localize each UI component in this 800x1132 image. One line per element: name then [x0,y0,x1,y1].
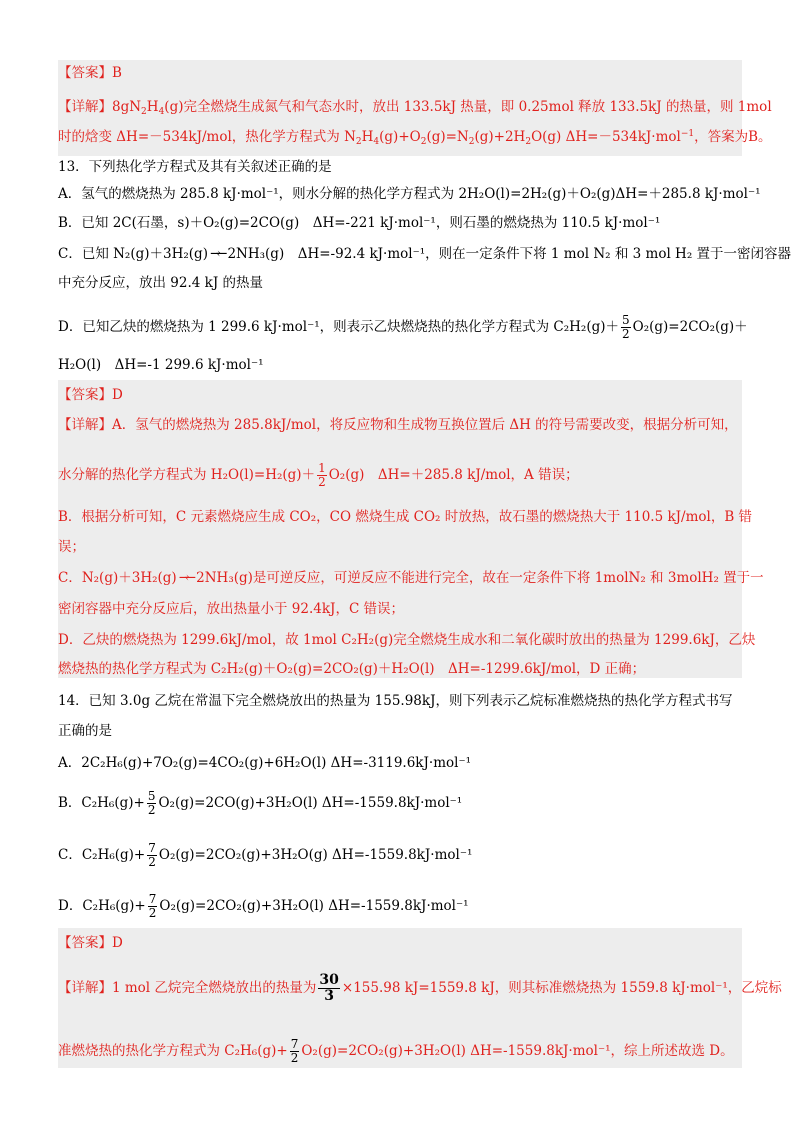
q13-detail-2 [58,462,750,489]
numerator: 5 [147,789,156,803]
q12-detail-line2: 时的焓变 ΔH=－534kJ/mol，热化学方程式为 $N_2H_4(g)+O_2(g)=N_2(g)+2H_2O(g)$ ΔH=－534kJ·mol$^{-1}$，答案为B。 [58,129,772,147]
fraction-seven-halves [147,842,157,869]
denominator: 2 [318,475,326,489]
q13-option-a: A．氢气的燃烧热为 285.8 kJ·mol⁻¹，则水分解的热化学方程式为 2H₂O(l)=2H₂(g)＋O₂(g)ΔH=＋285.8 kJ·mol⁻¹ [58,186,761,202]
answer-tag: 【答案】 [58,935,112,951]
q13-answer [58,386,750,404]
detail-text: O₂(g) ΔH=＋285.8 kJ/mol，A 错误； [328,467,579,483]
detail-text: 2NH₃(g)是可逆反应，可逆反应不能进行完全，故在一定条件下将 1molN₂ 和 3molH₂ 置于一 [196,570,764,586]
q13-option-d [58,314,750,341]
q13-detail-8: 燃烧热的热化学方程式为 C₂H₂(g)＋O₂(g)=2CO₂(g)＋H₂O(l) ΔH=-1299.6kJ/mol，D 正确； [58,661,646,677]
detail-text: 时的焓变 ΔH=－534kJ/mol，热化学方程式为 N [58,129,356,145]
detail-tag: 【详解】 [58,99,112,115]
detail-text: O₂(g)=2CO₂(g)+3H₂O(l) ΔH=-1559.8kJ·mol⁻¹，综上所述故选 D。 [301,1043,734,1059]
numerator: 7 [148,841,156,855]
fraction-seven-halves [148,893,158,920]
answer-tag: 【答案】 [58,387,112,403]
detail-text: (g)+2H [474,129,526,145]
option-text: O₂(g)=2CO(g)+3H₂O(l) ΔH=-1559.8kJ·mol⁻¹ [158,795,463,811]
numerator: 30 [319,972,339,988]
q13-option-c [58,245,792,263]
equilibrium-arrow-icon: ⇀↽ [209,246,222,262]
denominator: 3 [324,988,335,1004]
q13-option-b: B．已知 2C(石墨，s)＋O₂(g)=2CO(g) ΔH=-221 kJ·mol⁻¹，则石墨的燃烧热为 110.5 kJ·mol⁻¹ [58,215,661,231]
q13-option-d-cont: H₂O(l) ΔH=-1 299.6 kJ·mol⁻¹ [58,357,264,373]
option-text: B．C₂H₆(g)+ [58,795,145,811]
option-text: O₂(g)=2CO₂(g)+3H₂O(g) ΔH=-1559.8kJ·mol⁻¹ [158,847,473,863]
q12-detail-line1: 【详解】$8gN_2H_4(g)$完全燃烧生成氮气和气态水时，放出 133.5kJ 热量，即 0.25mol 释放 133.5kJ 的热量，则 1mol [58,99,772,117]
q13-detail-7: D．乙炔的燃烧热为 1299.6kJ/mol，故 1mol C₂H₂(g)完全燃烧生成水和二氧化碳时放出的热量为 1299.6kJ，乙炔 [58,632,756,648]
fraction-five-halves [147,790,157,817]
detail-text: (g)完全燃烧生成氮气和气态水时，放出 133.5kJ 热量，即 0.25mol 释放 133.5kJ 的热量，则 1mol [164,99,772,115]
denominator: 2 [622,327,630,341]
q14-answer [58,934,750,952]
q14-option-d [58,893,750,920]
answer-value: B [112,65,122,81]
fraction-seven-halves [290,1038,300,1065]
denominator: 2 [148,906,157,920]
q13-option-c-cont: 中充分反应，放出 92.4 kJ 的热量 [58,275,264,291]
q14-stem-2: 正确的是 [58,723,112,739]
q14-detail-2 [58,1038,750,1065]
detail-text: ×155.98 kJ=1559.8 kJ，则其标准燃烧热为 1559.8 kJ·mol⁻¹，乙烷标 [341,980,782,996]
q13-detail-4: 误； [58,539,85,555]
denominator: 2 [290,1051,299,1065]
q13-detail-5 [58,569,764,587]
detail-text: C．N₂(g)＋3H₂(g) [58,570,177,586]
option-text: 2NH₃(g) ΔH=-92.4 kJ·mol⁻¹，则在一定条件下将 1 mol N₂ 和 3 mol H₂ 置于一密闭容器 [227,246,792,262]
detail-text: 8gN [112,99,142,115]
option-text: C．C₂H₆(g)+ [58,847,146,863]
denominator: 2 [148,855,156,869]
numerator: 7 [148,892,157,906]
q13-stem: 13．下列热化学方程式及其有关叙述正确的是 [58,159,332,175]
detail-text: 水分解的热化学方程式为 H₂O(l)=H₂(g)＋ [58,467,316,483]
fraction-thirty-thirds [318,973,339,1004]
q14-stem-1: 14．已知 3.0g 乙烷在常温下完全燃烧放出的热量为 155.98kJ，则下列表示乙烷标准燃烧热的热化学方程式书写 [58,693,733,709]
option-text: C．已知 N₂(g)＋3H₂(g) [58,246,208,262]
answer-tag: 【答案】 [58,65,112,81]
fraction-one-half [317,462,327,489]
detail-text: O(g) ΔH=－534kJ·mol [531,129,681,145]
denominator: 2 [147,803,156,817]
option-text: D．已知乙炔的燃烧热为 1 299.6 kJ·mol⁻¹，则表示乙炔燃烧热的热化学方程式为 C₂H₂(g)＋ [58,319,619,335]
numerator: 7 [290,1037,299,1051]
numerator: 1 [318,461,326,475]
fraction-five-halves [621,314,631,341]
q12-answer [58,64,750,82]
q13-detail-1: 【详解】A．氢气的燃烧热为 285.8kJ/mol，将反应物和生成物互换位置后 ΔH 的符号需要改变，根据分析可知， [58,417,738,433]
detail-text: (g)+O [379,129,421,145]
numerator: 5 [622,313,630,327]
option-text: O₂(g)=2CO₂(g)＋ [632,319,748,335]
answer-value: D [112,387,123,403]
q14-detail-1 [58,972,782,1004]
q14-option-c [58,842,750,869]
q14-option-b [58,790,750,817]
detail-text: 准燃烧热的热化学方程式为 C₂H₆(g)+ [58,1043,288,1059]
q14-option-a: A．2C₂H₆(g)+7O₂(g)=4CO₂(g)+6H₂O(l) ΔH=-3119.6kJ·mol⁻¹ [58,755,471,771]
detail-text: ，答案为B。 [694,129,772,145]
q13-detail-6: 密闭容器中充分反应后，放出热量小于 92.4kJ，C 错误； [58,601,405,617]
option-text: D．C₂H₆(g)+ [58,898,146,914]
answer-value: D [112,935,123,951]
detail-text: H [146,99,159,115]
option-text: O₂(g)=2CO₂(g)+3H₂O(l) ΔH=-1559.8kJ·mol⁻¹ [159,898,469,914]
detail-text: (g)=N [426,129,469,145]
detail-text: 【详解】1 mol 乙烷完全燃烧放出的热量为 [58,980,317,996]
equilibrium-arrow-icon: ⇀↽ [178,570,191,586]
q13-detail-3: B．根据分析可知，C 元素燃烧应生成 CO₂，CO 燃烧生成 CO₂ 时放热，故石墨的燃烧热大于 110.5 kJ/mol，B 错 [58,509,753,525]
